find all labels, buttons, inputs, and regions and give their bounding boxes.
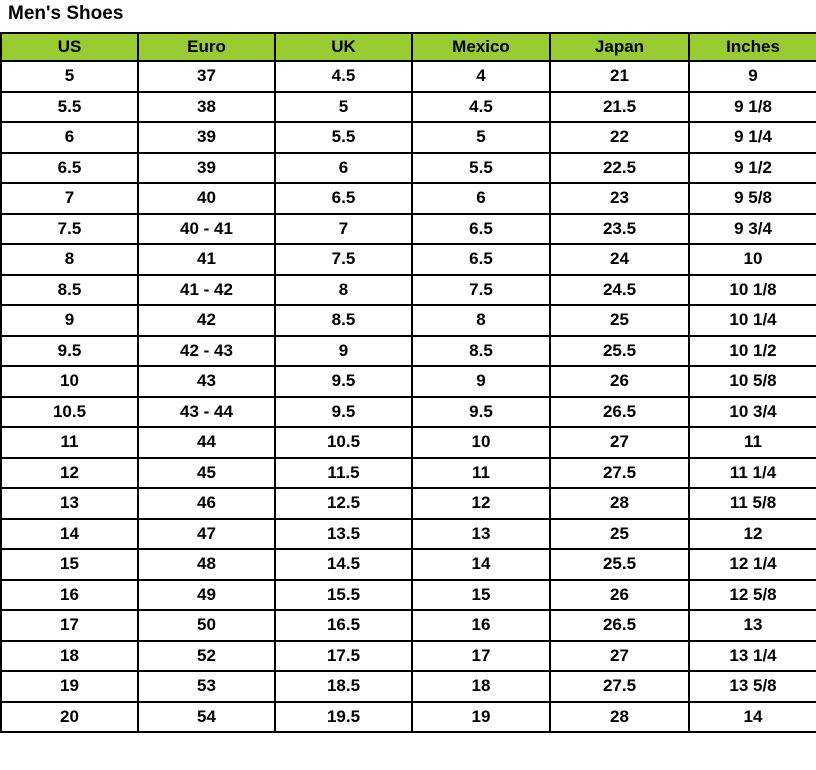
table-cell: 15.5 [275,580,412,611]
table-cell: 12.5 [275,488,412,519]
column-header-uk: UK [275,33,412,61]
table-cell: 24 [550,244,689,275]
table-cell: 11 [1,427,138,458]
table-cell: 12 [689,519,816,550]
table-cell: 43 - 44 [138,397,275,428]
table-cell: 16 [412,610,550,641]
table-row [1,366,816,397]
table-cell: 53 [138,671,275,702]
table-cell: 6 [275,153,412,184]
table-cell: 22 [550,122,689,153]
table-cell: 13 [689,610,816,641]
table-row [1,92,816,123]
table-cell: 9 1/2 [689,153,816,184]
table-cell: 43 [138,366,275,397]
table-cell: 18 [412,671,550,702]
table-cell: 7.5 [412,275,550,306]
table-cell: 10 3/4 [689,397,816,428]
table-cell: 10.5 [1,397,138,428]
table-cell: 11.5 [275,458,412,489]
table-cell: 5.5 [275,122,412,153]
table-cell: 40 - 41 [138,214,275,245]
table-cell: 12 [1,458,138,489]
table-cell: 6.5 [412,244,550,275]
table-cell: 10 1/2 [689,336,816,367]
table-cell: 41 - 42 [138,275,275,306]
table-cell: 8 [275,275,412,306]
table-cell: 15 [1,549,138,580]
table-cell: 8.5 [412,336,550,367]
table-cell: 23 [550,183,689,214]
table-cell: 27.5 [550,671,689,702]
table-cell: 12 1/4 [689,549,816,580]
table-cell: 25 [550,519,689,550]
table-cell: 8.5 [1,275,138,306]
table-cell: 4.5 [275,61,412,92]
table-cell: 4 [412,61,550,92]
table-cell: 6 [1,122,138,153]
table-cell: 12 [412,488,550,519]
table-cell: 5 [275,92,412,123]
table-cell: 10 [689,244,816,275]
table-cell: 19 [412,702,550,733]
table-cell: 28 [550,702,689,733]
table-row [1,305,816,336]
table-cell: 26 [550,580,689,611]
table-row [1,458,816,489]
table-cell: 9 [689,61,816,92]
table-cell: 14 [412,549,550,580]
table-cell: 25.5 [550,336,689,367]
table-row [1,336,816,367]
table-cell: 13 [412,519,550,550]
table-cell: 9 [412,366,550,397]
table-cell: 6.5 [412,214,550,245]
table-row [1,580,816,611]
table-cell: 17 [412,641,550,672]
table-cell: 17 [1,610,138,641]
table-cell: 13 5/8 [689,671,816,702]
table-cell: 10 1/4 [689,305,816,336]
table-body [1,61,816,732]
table-cell: 9 1/4 [689,122,816,153]
table-cell: 23.5 [550,214,689,245]
table-cell: 7 [1,183,138,214]
table-cell: 41 [138,244,275,275]
table-cell: 25 [550,305,689,336]
table-row [1,183,816,214]
table-row [1,641,816,672]
table-cell: 8.5 [275,305,412,336]
header-row [1,33,816,61]
table-cell: 10 5/8 [689,366,816,397]
table-cell: 10 1/8 [689,275,816,306]
table-cell: 25.5 [550,549,689,580]
table-cell: 44 [138,427,275,458]
table-row [1,244,816,275]
table-cell: 16.5 [275,610,412,641]
table-cell: 20 [1,702,138,733]
table-cell: 27 [550,641,689,672]
table-row [1,671,816,702]
column-header-us: US [1,33,138,61]
size-conversion-table [0,32,816,733]
table-cell: 9 1/8 [689,92,816,123]
column-header-japan: Japan [550,33,689,61]
table-cell: 9 [275,336,412,367]
table-cell: 9.5 [412,397,550,428]
table-cell: 38 [138,92,275,123]
table-cell: 52 [138,641,275,672]
page-title: Men's Shoes [8,3,124,24]
table-row [1,153,816,184]
table-cell: 39 [138,122,275,153]
table-cell: 42 - 43 [138,336,275,367]
table-cell: 18 [1,641,138,672]
table-cell: 39 [138,153,275,184]
table-cell: 7 [275,214,412,245]
table-cell: 22.5 [550,153,689,184]
table-cell: 47 [138,519,275,550]
table-cell: 19 [1,671,138,702]
table-cell: 46 [138,488,275,519]
table-row [1,122,816,153]
table-cell: 4.5 [412,92,550,123]
table-row [1,519,816,550]
table-cell: 50 [138,610,275,641]
table-cell: 14.5 [275,549,412,580]
table-cell: 17.5 [275,641,412,672]
table-cell: 37 [138,61,275,92]
table-row [1,427,816,458]
table-cell: 9.5 [275,397,412,428]
table-cell: 14 [689,702,816,733]
table-cell: 9 [1,305,138,336]
table-cell: 5.5 [412,153,550,184]
table-cell: 26.5 [550,397,689,428]
table-cell: 16 [1,580,138,611]
table-cell: 48 [138,549,275,580]
table-cell: 45 [138,458,275,489]
table-cell: 28 [550,488,689,519]
table-cell: 24.5 [550,275,689,306]
table-cell: 8 [412,305,550,336]
table-cell: 12 5/8 [689,580,816,611]
table-row [1,397,816,428]
table-cell: 8 [1,244,138,275]
table-cell: 10.5 [275,427,412,458]
table-cell: 5 [412,122,550,153]
table-cell: 10 [412,427,550,458]
table-cell: 11 1/4 [689,458,816,489]
table-cell: 18.5 [275,671,412,702]
table-cell: 13 1/4 [689,641,816,672]
table-row [1,214,816,245]
table-cell: 19.5 [275,702,412,733]
table-cell: 21 [550,61,689,92]
table-cell: 10 [1,366,138,397]
table-cell: 14 [1,519,138,550]
column-header-mexico: Mexico [412,33,550,61]
table-cell: 21.5 [550,92,689,123]
table-cell: 9 3/4 [689,214,816,245]
table-cell: 9 5/8 [689,183,816,214]
table-cell: 7.5 [1,214,138,245]
table-cell: 5.5 [1,92,138,123]
column-header-euro: Euro [138,33,275,61]
table-cell: 13 [1,488,138,519]
table-row [1,275,816,306]
table-cell: 6.5 [1,153,138,184]
table-cell: 27 [550,427,689,458]
table-cell: 6 [412,183,550,214]
table-cell: 27.5 [550,458,689,489]
table-cell: 26 [550,366,689,397]
table-row [1,702,816,733]
table-cell: 9.5 [1,336,138,367]
table-cell: 11 5/8 [689,488,816,519]
table-row [1,61,816,92]
table-row [1,610,816,641]
table-cell: 7.5 [275,244,412,275]
table-row [1,549,816,580]
table-cell: 11 [412,458,550,489]
table-cell: 6.5 [275,183,412,214]
column-header-inches: Inches [689,33,816,61]
table-cell: 5 [1,61,138,92]
table-cell: 11 [689,427,816,458]
table-cell: 42 [138,305,275,336]
table-cell: 49 [138,580,275,611]
table-cell: 40 [138,183,275,214]
table-cell: 54 [138,702,275,733]
table-row [1,488,816,519]
table-cell: 13.5 [275,519,412,550]
table-cell: 26.5 [550,610,689,641]
table-cell: 9.5 [275,366,412,397]
table-cell: 15 [412,580,550,611]
